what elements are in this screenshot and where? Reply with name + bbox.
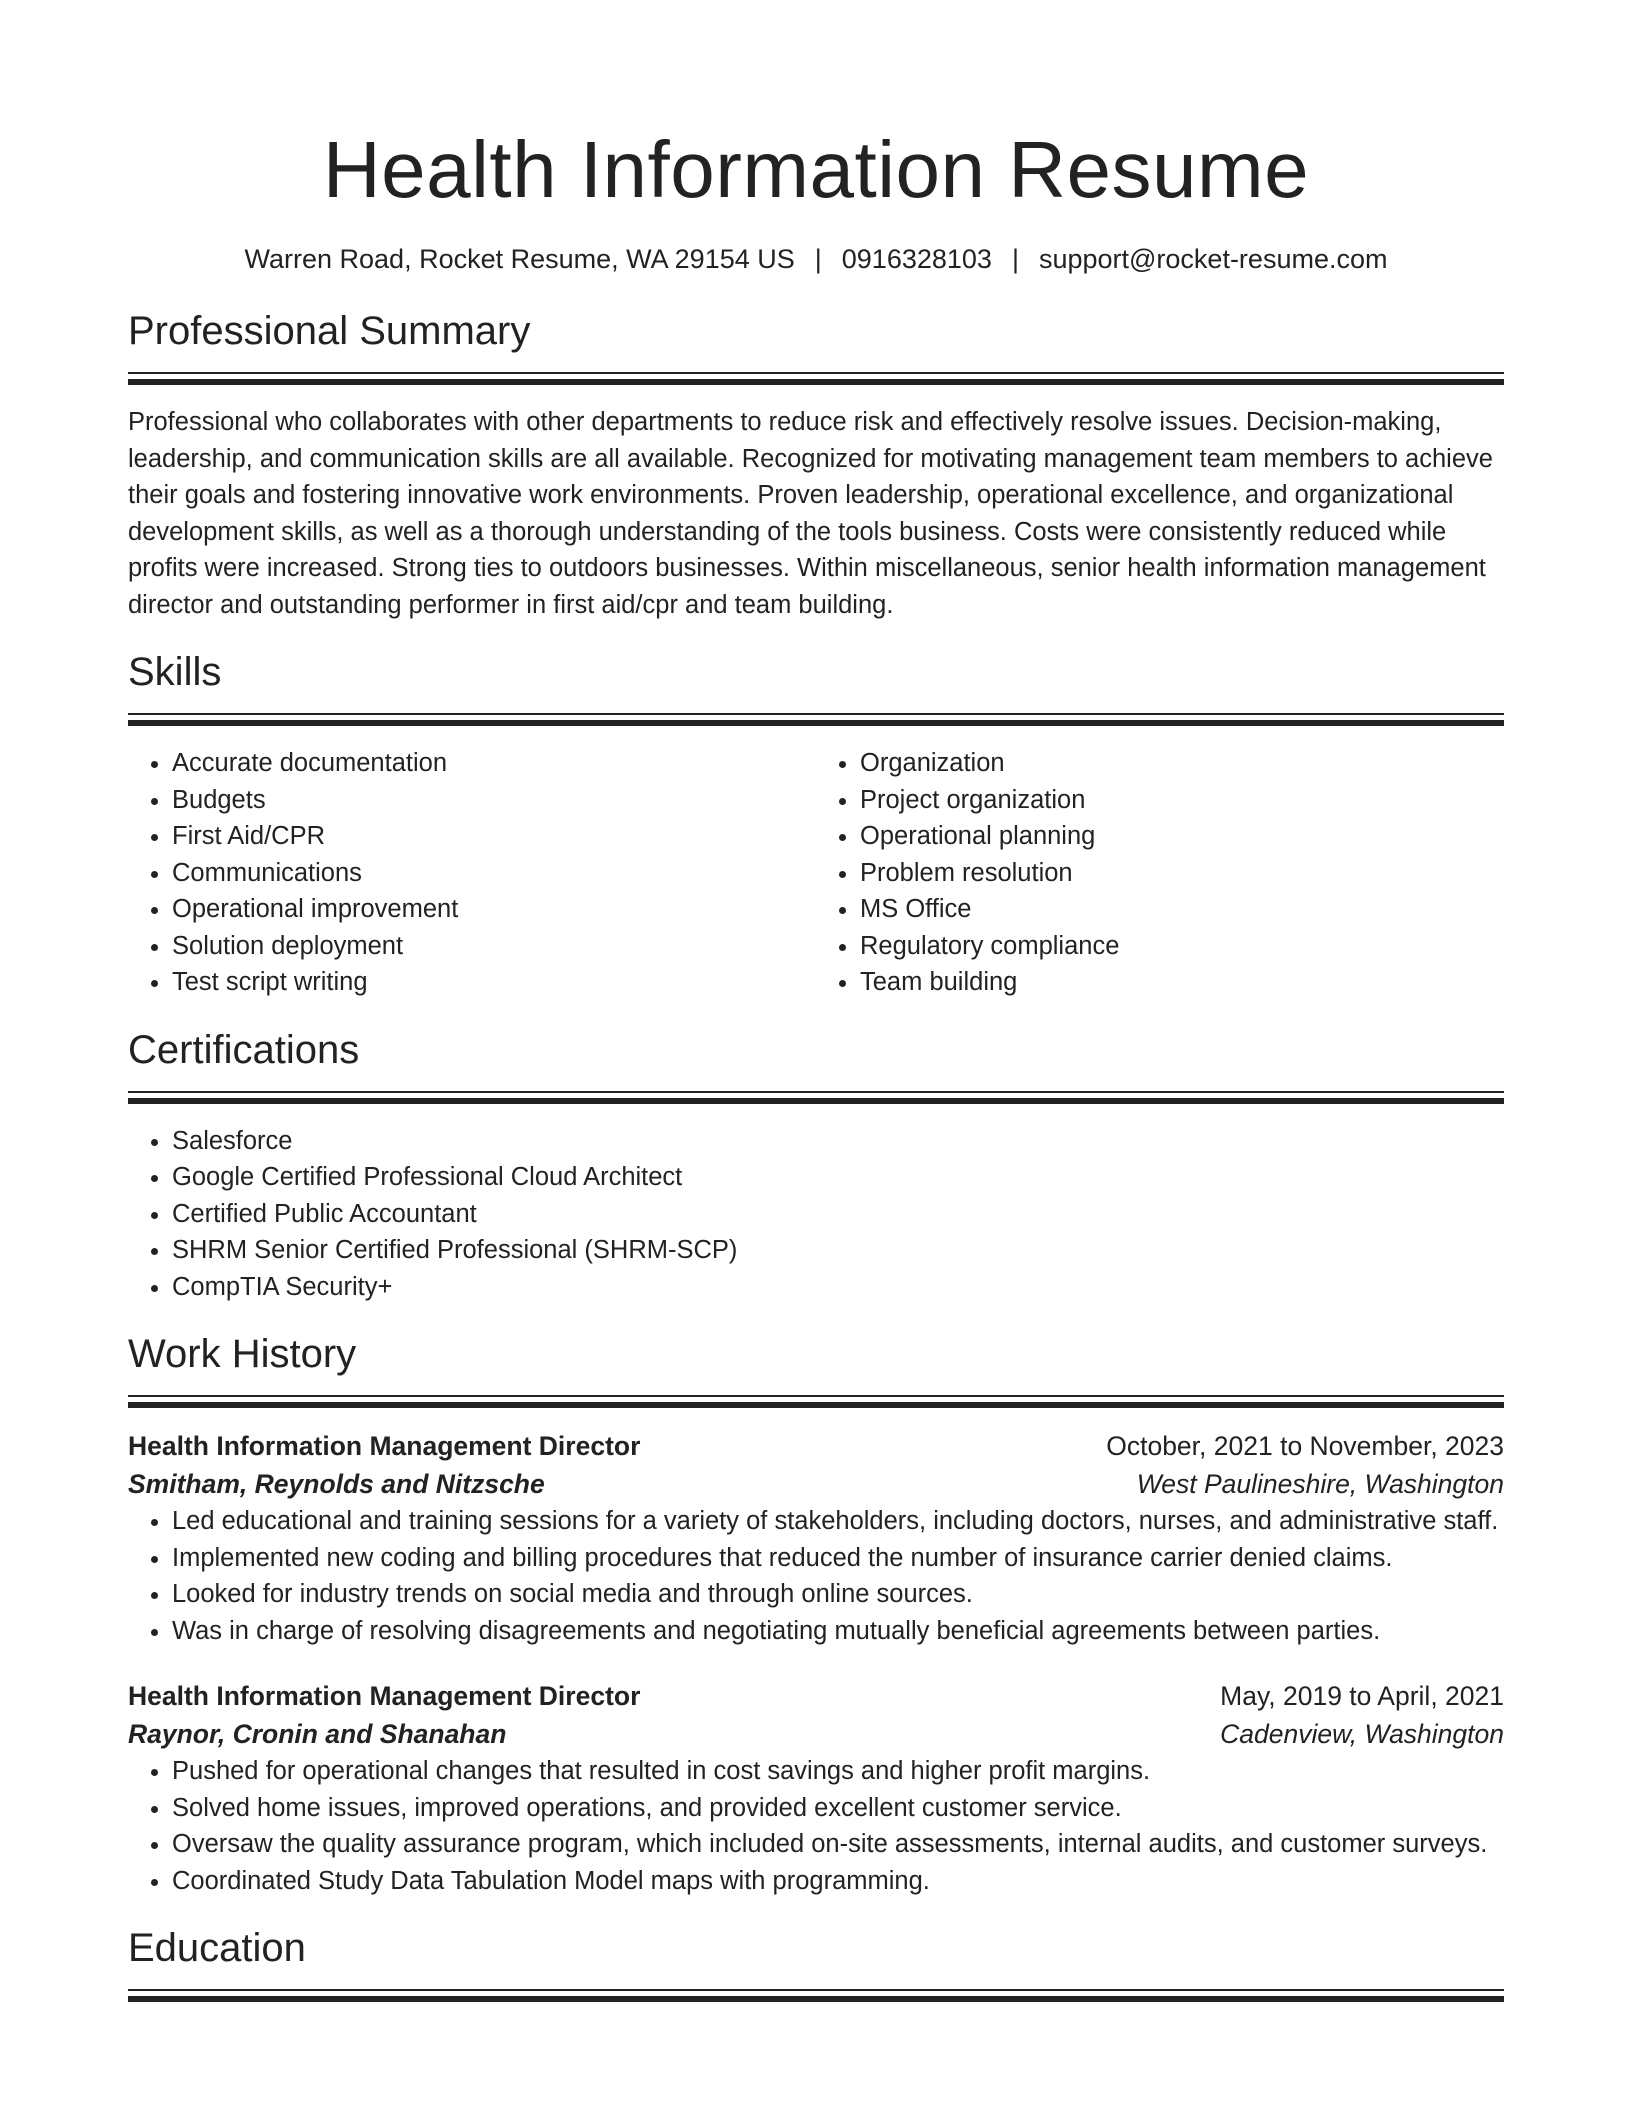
job-title: Health Information Management Director — [128, 1681, 641, 1711]
job-duties-list — [128, 1503, 1504, 1649]
job-subheader — [128, 1465, 1504, 1503]
job-duty: • Pushed for operational changes that resulted in cost savings and higher profit margins. — [172, 1753, 1504, 1790]
resume-title: Health Information Resume — [322, 125, 1310, 214]
job-header — [128, 1677, 1504, 1715]
job-location: West Paulineshire, Washington — [1136, 1469, 1504, 1499]
job-title: Health Information Management Director — [128, 1431, 641, 1461]
job-duty: • Implemented new coding and billing procedures that reduced the number of insurance carrier denied claims. — [172, 1540, 1504, 1577]
job-location: Cadenview, Washington — [1220, 1719, 1504, 1749]
skill-item: • Solution deployment — [172, 928, 816, 965]
skill-item: • Budgets — [172, 782, 816, 819]
job-entry — [128, 1427, 1504, 1649]
contact-email: support@rocket-resume.com — [1038, 244, 1388, 274]
certifications-section — [128, 1025, 1504, 1306]
skill-item: • First Aid/CPR — [172, 818, 816, 855]
skills-list-left — [128, 745, 816, 1001]
job-duty: • Looked for industry trends on social media and through online sources. — [172, 1576, 1504, 1613]
job-dates: October, 2021 to November, 2023 — [1106, 1431, 1504, 1461]
section-title-certifications: Certifications — [128, 1027, 360, 1072]
contact-address: Warren Road, Rocket Resume, WA 29154 US — [244, 244, 795, 274]
summary-section — [128, 306, 1504, 623]
section-title-education: Education — [128, 1926, 306, 1970]
job-duty: • Led educational and training sessions for a variety of stakeholders, including doctors, nurses, and administrative staff. — [172, 1503, 1504, 1540]
contact-separator: | — [814, 244, 822, 274]
job-entry — [128, 1677, 1504, 1899]
job-subheader — [128, 1715, 1504, 1753]
summary-text: Professional who collaborates with other departments to reduce risk and effectively resolve issues. Decision-making, leadership, and communication skills are all available. Recognized for motivating management team members to achieve their goals and fostering innovative work environments. Proven leadership, operational excellence, and organizational development skills, as well as a thorough understanding of the tools business. Costs were consistently reduced while profits were increased. Strong ties to outdoors businesses. Within miscellaneous, senior health information management director and outstanding performer in first aid/cpr and team building. — [128, 408, 1493, 619]
contact-separator: | — [1011, 244, 1019, 274]
skill-item: • Regulatory compliance — [860, 928, 1504, 965]
skills-list-right — [816, 745, 1504, 1001]
certification-item: • SHRM Senior Certified Professional (SHRM-SCP) — [172, 1232, 1504, 1269]
certification-item: • Certified Public Accountant — [172, 1196, 1504, 1233]
skill-item: • Accurate documentation — [172, 745, 816, 782]
skills-section — [128, 647, 1504, 1001]
certification-item: • CompTIA Security+ — [172, 1269, 1504, 1306]
skill-item: • Operational planning — [860, 818, 1504, 855]
section-divider — [128, 1395, 1504, 1409]
job-dates: May, 2019 to April, 2021 — [1220, 1681, 1504, 1711]
skill-item: • Communications — [172, 855, 816, 892]
certifications-list — [128, 1123, 1504, 1306]
section-divider — [128, 713, 1504, 727]
contact-line — [128, 242, 1504, 276]
skill-item: • MS Office — [860, 891, 1504, 928]
job-header — [128, 1427, 1504, 1465]
job-duty: • Solved home issues, improved operations, and provided excellent customer service. — [172, 1790, 1504, 1827]
job-duties-list — [128, 1753, 1504, 1899]
section-divider — [128, 1091, 1504, 1105]
job-duty: • Was in charge of resolving disagreements and negotiating mutually beneficial agreements between parties. — [172, 1613, 1504, 1650]
certification-item: • Google Certified Professional Cloud Architect — [172, 1159, 1504, 1196]
education-section — [128, 1923, 1504, 2003]
skill-item: • Team building — [860, 964, 1504, 1001]
skill-item: • Organization — [860, 745, 1504, 782]
skill-item: • Test script writing — [172, 964, 816, 1001]
contact-phone: 0916328103 — [841, 244, 992, 274]
section-divider — [128, 1989, 1504, 2003]
section-divider — [128, 372, 1504, 386]
section-title-work-history: Work History — [128, 1332, 357, 1376]
skills-grid — [128, 745, 1504, 1001]
job-duty: • Coordinated Study Data Tabulation Model maps with programming. — [172, 1863, 1504, 1900]
skill-item: • Operational improvement — [172, 891, 816, 928]
certification-item: • Salesforce — [172, 1123, 1504, 1160]
job-company: Smitham, Reynolds and Nitzsche — [128, 1469, 545, 1499]
job-duty: • Oversaw the quality assurance program, which included on-site assessments, internal audits, and customer surveys. — [172, 1826, 1504, 1863]
job-company: Raynor, Cronin and Shanahan — [128, 1719, 507, 1749]
skill-item: • Project organization — [860, 782, 1504, 819]
section-title-skills: Skills — [128, 650, 222, 694]
work-history-section — [128, 1329, 1504, 1899]
section-title-summary: Professional Summary — [128, 309, 531, 353]
skill-item: • Problem resolution — [860, 855, 1504, 892]
